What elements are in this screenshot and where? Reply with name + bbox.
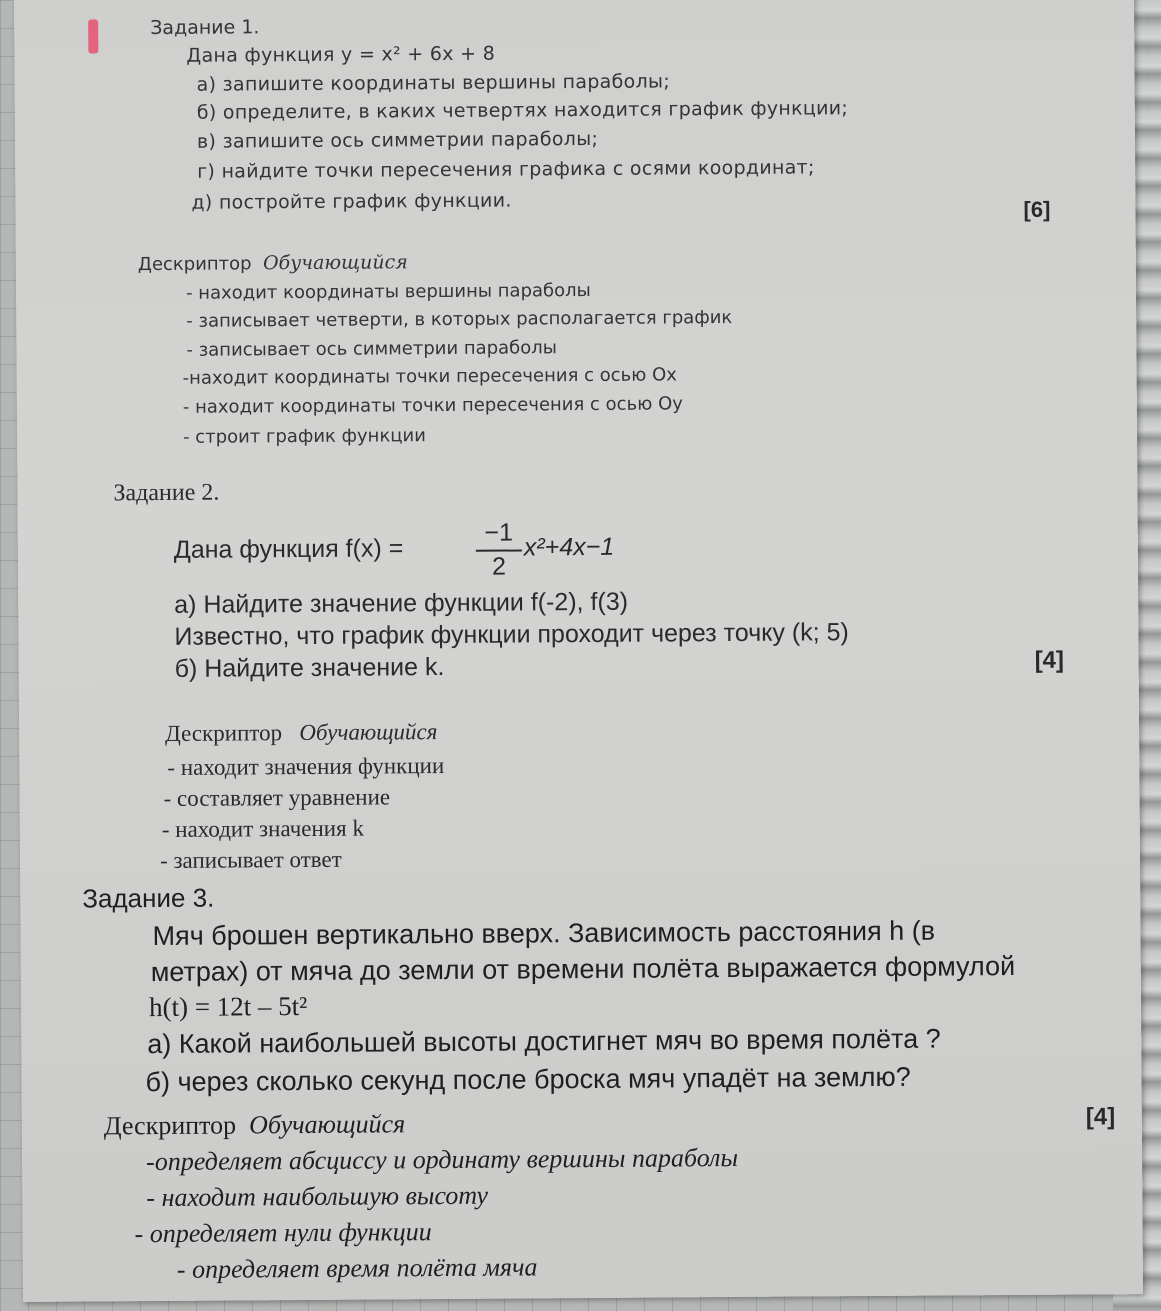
task2-function-rest: x²+4x−1 [523,532,615,562]
task2-descriptor-3: - находит значения k [161,815,364,842]
task3-descriptor-header [104,1109,406,1141]
task2-fraction-bar [476,549,522,551]
worksheet-page [14,0,1143,1302]
task3-text-line-2: метрах) от мяча до земли от времени полёта выражается формулой [150,951,1016,988]
task2-score: [4] [1034,646,1065,674]
task3-item-b: б) через сколько секунд после броска мяч упадёт на землю? [145,1061,911,1098]
task2-title: Задание 2. [113,479,220,507]
task1-descriptor-1: - находит координаты вершины параболы [185,279,591,304]
task1-descriptor-4: -находит координаты точки пересечения с осью Ох [182,364,678,389]
task1-descriptor-2: - записывает четверти, в которых располагается график [186,306,733,332]
task1-descriptor-student: Обучающийся [262,251,408,275]
task2-fraction-denominator: 2 [491,552,507,581]
task3-descriptor-label: Дескриптор [103,1110,237,1141]
task1-descriptor-header [138,251,408,275]
task3-text-line-1: Мяч брошен вертикально вверх. Зависимость расстояния h (в [152,915,936,952]
task2-descriptor-header [165,719,437,747]
task2-function-label: Дана функция f(x) = [173,534,404,564]
task3-descriptor-3: - определяет нули функции [134,1217,432,1249]
task1-item-a: а) запишите координаты вершины параболы; [196,70,671,96]
task3-descriptor-4: - определяет время полёта мяча [176,1252,538,1284]
task1-descriptor-label: Дескриптор [137,253,252,276]
task1-descriptor-5: - находит координаты точки пересечения с осью Оу [182,393,683,418]
task3-formula: h(t) = 12t – 5t² [148,990,308,1023]
task1-item-e: д) постройте график функции. [191,189,512,214]
task2-fraction-numerator: −1 [484,518,514,547]
task3-descriptor-student: Обучающийся [249,1109,406,1140]
task1-descriptor-6: - строит график функции [182,425,426,448]
task3-title: Задание 3. [82,882,215,914]
task2-descriptor-label: Дескриптор [165,720,283,746]
task1-score: [6] [1023,196,1051,222]
task1-item-c: в) запишите ось симметрии параболы; [196,127,599,153]
task1-function [186,43,495,67]
task1-descriptor-3: - записывает ось симметрии параболы [186,337,558,361]
task3-descriptor-2: - находит наибольшую высоту [146,1180,489,1213]
task1-item-d: г) найдите точки пересечения графика с осями координат; [197,156,815,183]
task2-descriptor-4: - записывает ответ [159,846,342,874]
pink-sticky-tab [88,19,98,53]
task2-descriptor-2: - составляет уравнение [163,784,391,811]
task2-descriptor-student: Обучающийся [299,719,438,746]
task3-item-a: а) Какой наибольшей высоты достигнет мяч во время полёта ? [147,1023,941,1060]
task1-function-label: Дана функция y = [186,43,382,67]
task2-item-b: б) Найдите значение k. [174,653,445,683]
task1-title: Задание 1. [150,16,260,40]
task1-function-formula: x² + 6x + 8 [381,42,496,66]
task3-score: [4] [1085,1103,1116,1131]
task2-descriptor-1: - находит значения функции [167,753,445,780]
task2-item-a: а) Найдите значение функции f(-2), f(3) [174,587,629,619]
task2-item-known: Известно, что график функции проходит через точку (k; 5) [174,618,849,651]
task3-descriptor-1: -определяет абсциссу и ординату вершины параболы [146,1142,739,1177]
task1-item-b: б) определите, в каких четвертях находится график функции; [196,97,849,124]
